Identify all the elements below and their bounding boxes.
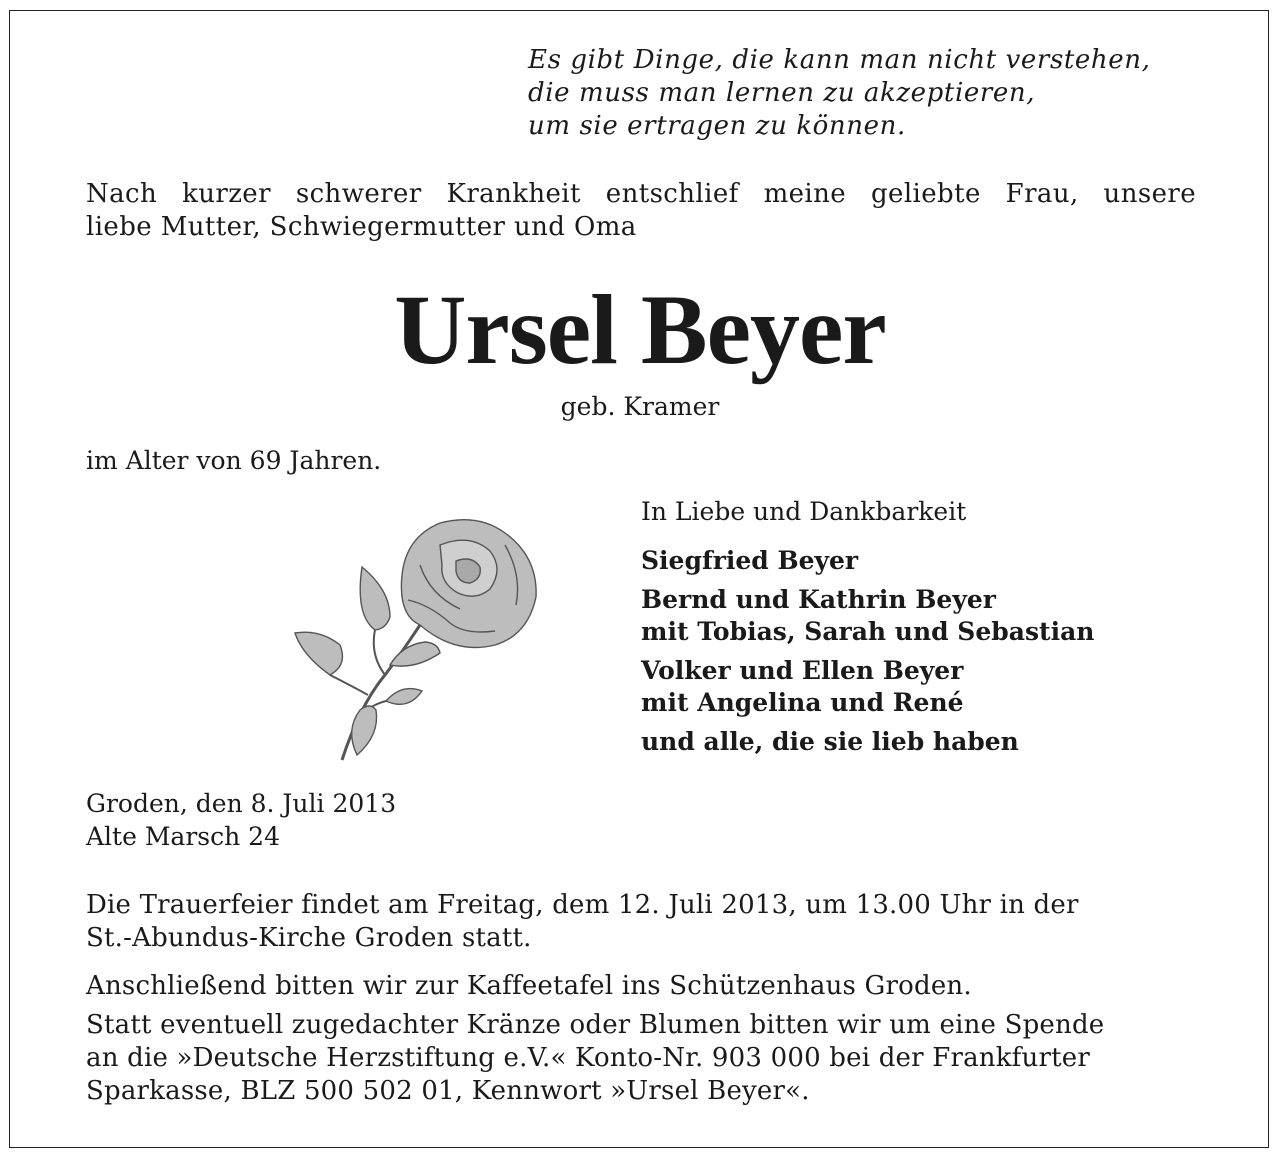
place-date bbox=[86, 787, 396, 853]
funeral-line: St.-Abundus-Kirche Groden statt. bbox=[86, 923, 532, 953]
intro-line: liebe Mutter, Schwiegermutter und Oma bbox=[86, 212, 637, 242]
intro-line: Nach kurzer schwerer Krankheit entschlief meine geliebte Frau, unsere bbox=[86, 179, 1196, 209]
funeral-line: Die Trauerfeier findet am Freitag, dem 12. Juli 2013, um 13.00 Uhr in der bbox=[86, 890, 1079, 920]
list-item bbox=[641, 584, 1094, 648]
quote-line: um sie ertragen zu können. bbox=[528, 111, 906, 141]
address-line: Alte Marsch 24 bbox=[86, 822, 280, 851]
notes bbox=[86, 970, 1196, 1108]
thanks-heading: In Liebe und Dankbarkeit bbox=[641, 497, 967, 526]
mourner-line: und alle, die sie lieb haben bbox=[641, 727, 1019, 756]
intro-text bbox=[86, 178, 1196, 244]
mourner-line: Siegfried Beyer bbox=[641, 546, 859, 575]
quote bbox=[528, 44, 1150, 143]
funeral-info bbox=[86, 889, 1196, 955]
date-line: Groden, den 8. Juli 2013 bbox=[86, 789, 397, 818]
mourner-line: mit Tobias, Sarah und Sebastian bbox=[641, 617, 1095, 646]
notes-line: Anschließend bitten wir zur Kaffeetafel ins Schützenhaus Groden. bbox=[86, 971, 972, 1001]
mourner-line: Volker und Ellen Beyer bbox=[641, 656, 964, 685]
mourner-line: Bernd und Kathrin Beyer bbox=[641, 585, 996, 614]
quote-line: die muss man lernen zu akzeptieren, bbox=[528, 78, 1036, 108]
quote-line: Es gibt Dinge, die kann man nicht verstehen, bbox=[528, 45, 1151, 75]
mourners-list bbox=[641, 545, 1094, 765]
mourner-line: mit Angelina und René bbox=[641, 688, 964, 717]
age-text: im Alter von 69 Jahren. bbox=[86, 446, 382, 475]
list-item bbox=[641, 655, 1094, 719]
list-item bbox=[641, 726, 1094, 758]
notes-line: Sparkasse, BLZ 500 502 01, Kennwort »Ursel Beyer«. bbox=[86, 1076, 810, 1106]
maiden-name: geb. Kramer bbox=[560, 392, 720, 421]
deceased-name: Ursel Beyer bbox=[394, 274, 886, 385]
rose-icon bbox=[290, 505, 550, 765]
notes-line: Statt eventuell zugedachter Kränze oder Blumen bitten wir um eine Spende bbox=[86, 1010, 1105, 1040]
list-item bbox=[641, 545, 1094, 577]
notes-line: an die »Deutsche Herzstiftung e.V.« Konto-Nr. 903 000 bei der Frankfurter bbox=[86, 1043, 1090, 1073]
